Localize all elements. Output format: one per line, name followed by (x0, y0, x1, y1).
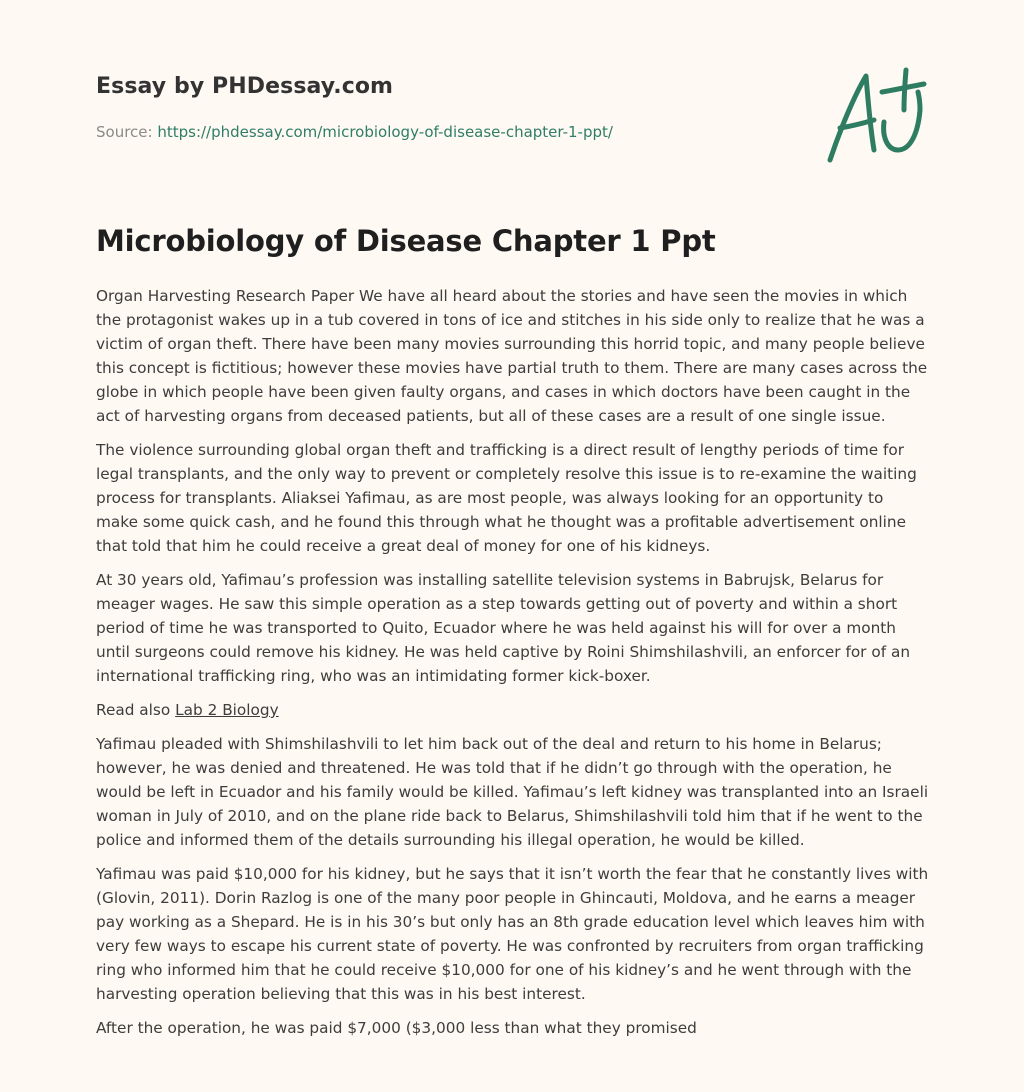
source-line (96, 123, 613, 141)
source-label: Source: (96, 123, 158, 141)
read-also-label: Read also (96, 701, 176, 719)
site-brand: Essay by PHDessay.com (96, 74, 394, 99)
article-body (96, 284, 930, 1050)
read-also-link[interactable]: Lab 2 Biology (175, 701, 279, 719)
article-title: Microbiology of Disease Chapter 1 Ppt (96, 224, 716, 258)
article-paragraph: The violence surrounding global organ theft and trafficking is a direct result of lengthy periods of time for legal transplants, and the only way to prevent or completely resolve this issue is to re-examine the waiting process for transplants. Aliaksei Yafimau, as are most people, was always looking for an opportunity to make some quick cash, and he found this through what he thought was a profitable advertisement online that told that him he could receive a great deal of money for one of his kidneys. (96, 441, 917, 555)
a-plus-grade-icon (818, 66, 930, 168)
article-paragraph: Yafimau was paid $10,000 for his kidney, but he says that it isn’t worth the fear that he constantly lives with (Glovin, 2011). Dorin Razlog is one of the many poor people in Ghincauti, Moldova, and he earns a meager pay working as a Shepard. He is in his 30’s but only has an 8th grade education level which leaves him with very few ways to escape his current state of poverty. He was confronted by recruiters from organ trafficking ring who informed him that he could receive $10,000 for one of his kidney’s and he went through with the harvesting operation believing that this was in his best interest. (96, 865, 929, 1003)
source-link[interactable]: https://phdessay.com/microbiology-of-disease-chapter-1-ppt/ (157, 123, 613, 141)
article-paragraph: After the operation, he was paid $7,000 ($3,000 less than what they promised (96, 1019, 697, 1037)
article-paragraph: At 30 years old, Yafimau’s profession was installing satellite television systems in Babrujsk, Belarus for meager wages. He saw this simple operation as a step towards getting out of poverty and within a short period of time he was transported to Quito, Ecuador where he was held against his will for over a month until surgeons could remove his kidney. He was held captive by Roini Shimshilashvili, an enforcer for of an international trafficking ring, who was an intimidating former kick-boxer. (96, 571, 911, 685)
article-paragraph: Organ Harvesting Research Paper We have all heard about the stories and have seen the movies in which the protagonist wakes up in a tub covered in tons of ice and stitches in his side only to realize that he was a victim of organ theft. There have been many movies surrounding this horrid topic, and many people believe this concept is fictitious; however these movies have partial truth to them. There are many cases across the globe in which people have been given faulty organs, and cases in which doctors have been caught in the act of harvesting organs from deceased patients, but all of these cases are a result of one single issue. (96, 287, 928, 425)
read-also (96, 698, 930, 722)
article-paragraph: Yafimau pleaded with Shimshilashvili to let him back out of the deal and return to his home in Belarus; however, he was denied and threatened. He was told that if he didn’t go through with the operation, he would be left in Ecuador and his family would be killed. Yafimau’s left kidney was transplanted into an Israeli woman in July of 2010, and on the plane ride back to Belarus, Shimshilashvili told him that if he went to the police and informed them of the details surrounding his illegal operation, he would be killed. (96, 735, 929, 849)
